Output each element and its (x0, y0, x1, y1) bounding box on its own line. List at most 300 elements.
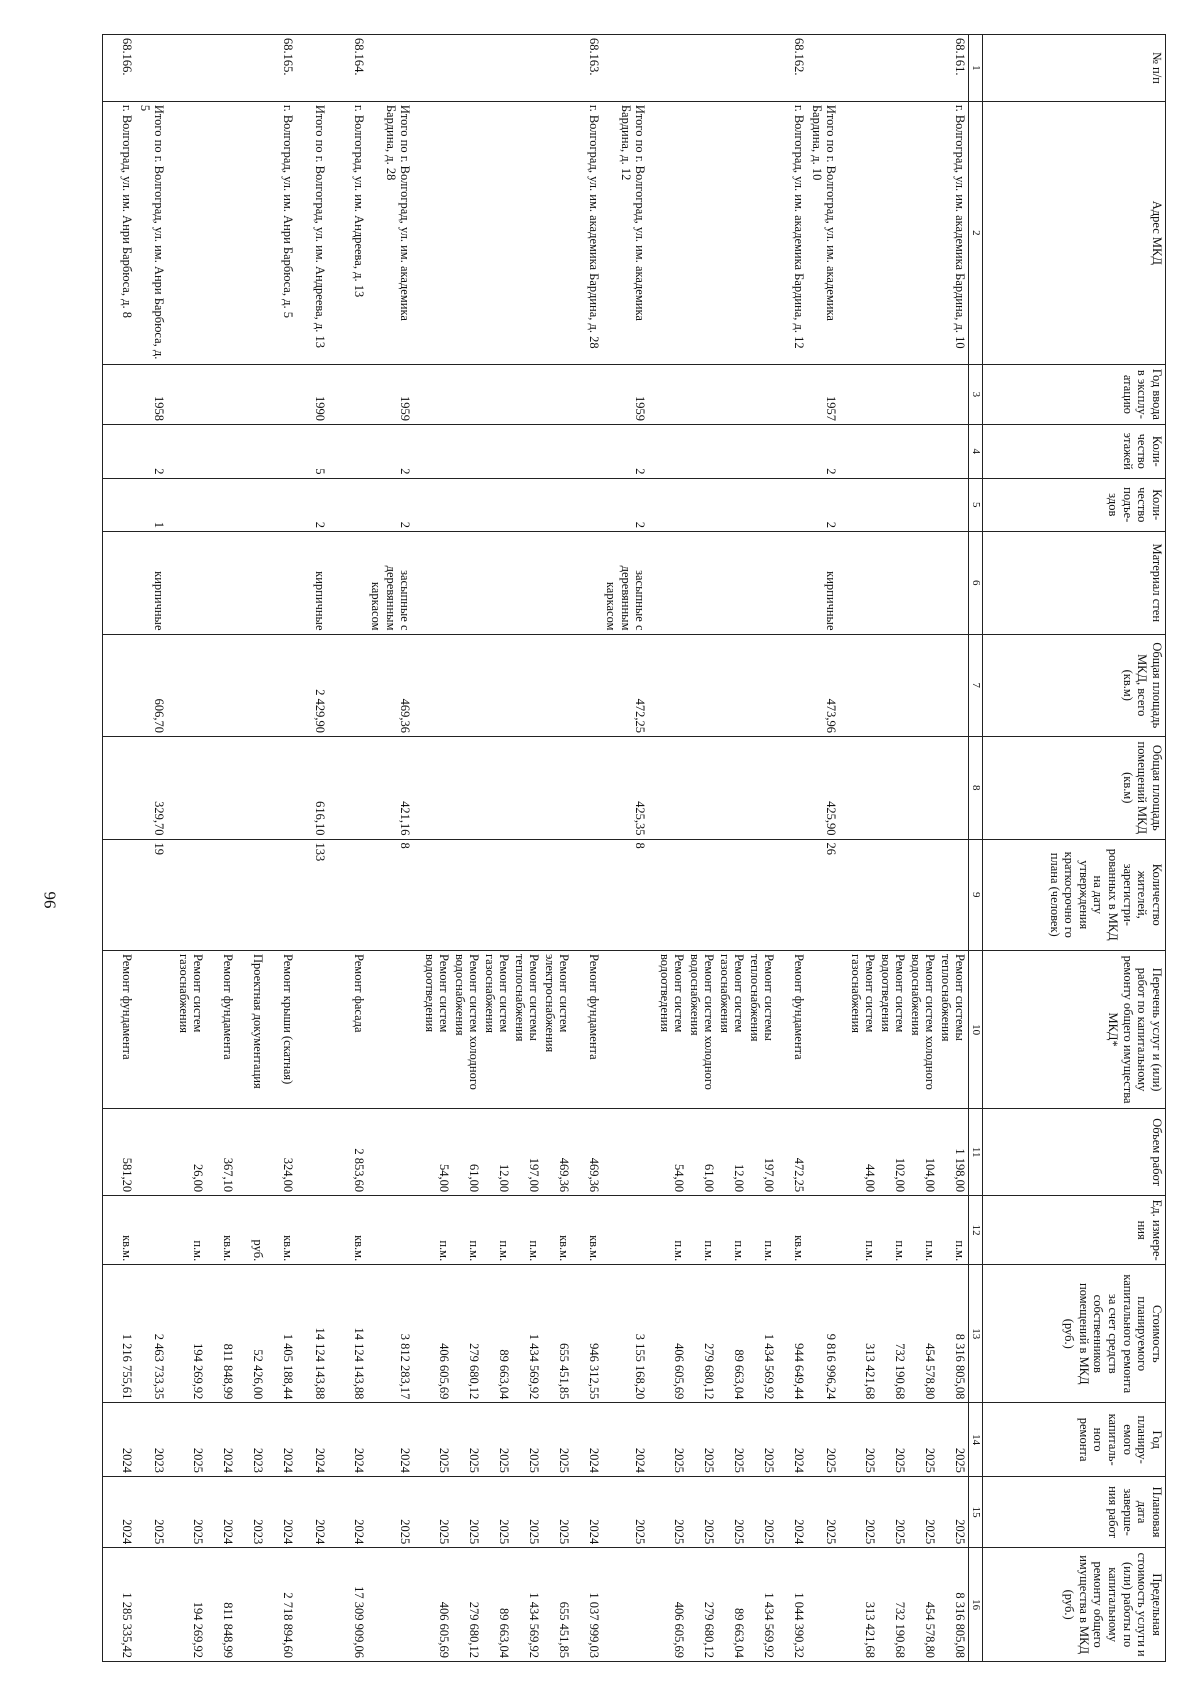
cell-cost (807, 1265, 846, 1403)
table-row (335, 35, 367, 1662)
cell-unit-item: кв.м. (557, 1235, 572, 1262)
cell-number: 68.164. (335, 35, 367, 102)
cell-limit-item: 89 663,04 (732, 1608, 747, 1658)
cell-number: 68.162. (655, 35, 807, 102)
cell-volume-item: 197,00 (527, 1157, 542, 1193)
column-header-4: Коли-чество этажей (983, 425, 1166, 478)
cell-plan-year-item: 2025 (863, 1447, 878, 1473)
cell-works-item: Ремонт системы теплоснабжения (938, 953, 968, 1042)
cell-cost-item: 732 190,68 (893, 1343, 908, 1400)
cell-volume (296, 1109, 335, 1196)
cell-works-item: Ремонт фундамента (587, 953, 602, 1060)
cell-works-item: Ремонт систем водоотведения (422, 953, 452, 1033)
cell-works (807, 950, 846, 1108)
cell-entrances: 2 (807, 478, 846, 531)
cell-floors (174, 425, 296, 478)
cell-entrances: 2 (602, 478, 655, 531)
table-body (103, 35, 969, 1662)
cell-end-year-item: 2025 (762, 1519, 777, 1545)
cell-limit-item: 655 451,85 (557, 1601, 572, 1658)
cell-number: 68.166. (103, 35, 136, 102)
total-row (367, 35, 420, 1662)
cell-unit-item: руб. (251, 1239, 266, 1262)
cell-volume (335, 1109, 367, 1196)
cell-plan-year-item: 2025 (437, 1447, 452, 1473)
cell-works-item: Проектная документация (251, 953, 266, 1089)
cell-floors: 2 (807, 425, 846, 478)
cell-walls: кирпичные (296, 531, 335, 634)
cell-end-year-item: 2025 (467, 1519, 482, 1545)
cell-cost (602, 1265, 655, 1403)
cell-limit-item (136, 1551, 166, 1658)
cell-plan-year-item: 2025 (923, 1447, 938, 1473)
total-row (807, 35, 846, 1662)
column-header-16: Предельная стоимость услуги и (или) работы по капитальному ремонту общего имущества в МКД (руб.) (983, 1548, 1166, 1662)
cell-unit (846, 1196, 969, 1265)
cell-entrances (174, 478, 296, 531)
cell-unit-item: кв.м. (792, 1235, 807, 1262)
cell-end-year (174, 1476, 296, 1547)
column-number-10: 10 (969, 950, 983, 1108)
cell-volume (174, 1109, 296, 1196)
cell-walls (420, 531, 602, 634)
cell-plan-year-item: 2024 (398, 1447, 413, 1473)
cell-cost-item: 946 312,55 (587, 1343, 602, 1400)
cell-cost-item: 52 426,00 (251, 1349, 266, 1400)
cell-area-premises (335, 737, 367, 840)
cell-limit-item: 313 421,68 (863, 1601, 878, 1658)
cell-area-premises (103, 737, 136, 840)
cell-cost-item: 14 124 143,88 (352, 1327, 367, 1400)
column-number-11: 11 (969, 1109, 983, 1196)
cell-unit-item: п.м. (923, 1240, 938, 1262)
cell-walls: кирпичные (807, 531, 846, 634)
cell-plan-year (420, 1403, 602, 1477)
cell-unit-item: п.м. (467, 1240, 482, 1262)
cell-cost-item: 194 269,92 (191, 1343, 206, 1400)
cell-works-item: Ремонт систем газоснабжения (482, 953, 512, 1034)
cell-area-total (174, 634, 296, 737)
column-number-5: 5 (969, 478, 983, 531)
cell-area-premises: 421,16 (367, 737, 420, 840)
column-number-8: 8 (969, 737, 983, 840)
cell-area-total: 2 429,90 (296, 634, 335, 737)
cell-works-item: Ремонт систем холодного водоснабжения (687, 953, 717, 1090)
cell-volume (420, 1109, 602, 1196)
cell-area-total (420, 634, 602, 737)
cell-end-year-item: 2024 (120, 1519, 135, 1545)
cell-cost-item: 3 155 168,20 (633, 1333, 648, 1400)
cell-plan-year-item: 2025 (953, 1447, 968, 1473)
cell-limit-item: 1 037 999,03 (587, 1592, 602, 1658)
cell-address: г. Волгоград, ул. им. академика Бардина, д. 10 (846, 101, 969, 364)
column-header-10: Перечень услуг и (или) работ по капитальному ремонту общего имущества МКД* (983, 950, 1166, 1108)
cell-end-year-item: 2025 (527, 1519, 542, 1545)
cell-works-item: Ремонт фундамента (792, 953, 807, 1060)
cell-walls (174, 531, 296, 634)
table-row (655, 35, 807, 1662)
cell-plan-year-item: 2024 (633, 1447, 648, 1473)
cell-walls: засыпные с деревянным каркасом (367, 531, 420, 634)
cell-plan-year (335, 1403, 367, 1477)
cell-volume-item: 2 853,60 (352, 1148, 367, 1193)
cell-plan-year-item: 2025 (762, 1447, 777, 1473)
cell-volume-item: 197,00 (762, 1157, 777, 1193)
cell-number (367, 35, 420, 102)
cell-walls (335, 531, 367, 634)
cell-residents (103, 839, 136, 950)
cell-volume-item: 54,00 (672, 1164, 687, 1193)
cell-unit-item: кв.м. (120, 1235, 135, 1262)
cell-unit-item: п.м. (953, 1240, 968, 1262)
cell-address: г. Волгоград, ул. им. Анри Барбюса, д. 8 (103, 101, 136, 364)
cell-works-item: Ремонт систем холодного водоснабжения (908, 953, 938, 1090)
cell-year (420, 364, 602, 424)
cell-area-total: 606,70 (135, 634, 174, 737)
cell-end-year-item: 2025 (702, 1519, 717, 1545)
cell-end-year-item: 2025 (191, 1519, 206, 1545)
cell-end-year (807, 1476, 846, 1547)
cell-cost-item: 8 316 805,08 (953, 1333, 968, 1400)
cell-works (296, 950, 335, 1108)
cell-volume-item: 44,00 (863, 1164, 878, 1193)
cell-plan-year-item: 2024 (120, 1447, 135, 1473)
cell-entrances: 1 (135, 478, 174, 531)
cell-cost (335, 1265, 367, 1403)
cell-plan-year-item: 2024 (313, 1447, 328, 1473)
cell-address: Итого по г. Волгоград, ул. им. академика Бардина, д. 10 (807, 101, 846, 364)
cell-works (335, 950, 367, 1108)
cell-cost (103, 1265, 136, 1403)
cell-works-item: Ремонт системы теплоснабжения (512, 953, 542, 1042)
cell-area-total: 472,25 (602, 634, 655, 737)
cell-cost-item: 89 663,04 (732, 1349, 747, 1400)
cell-limit-item (808, 1551, 838, 1658)
cell-works-item: Ремонт систем водоотведения (878, 953, 908, 1033)
cell-unit-item: кв.м. (587, 1235, 602, 1262)
cell-address: Итого по г. Волгоград, ул. им. академика Бардина, д. 28 (367, 101, 420, 364)
cell-limit-item: 1 434 569,92 (527, 1592, 542, 1658)
column-header-7: Общая площадь МКД, всего (кв.м) (983, 634, 1166, 737)
cell-unit-item: кв.м. (281, 1235, 296, 1262)
cell-limit-item: 194 269,92 (191, 1601, 206, 1658)
cell-limit-item: 732 190,68 (893, 1601, 908, 1658)
cell-plan-year-item: 2025 (191, 1447, 206, 1473)
cell-plan-year (655, 1403, 807, 1477)
cell-entrances (335, 478, 367, 531)
cell-entrances: 2 (296, 478, 335, 531)
cell-limit-item: 406 605,69 (672, 1601, 687, 1658)
cell-cost-item: 279 680,12 (467, 1343, 482, 1400)
column-number-13: 13 (969, 1265, 983, 1403)
cell-end-year (135, 1476, 174, 1547)
cell-residents: 26 (807, 839, 846, 950)
cell-area-total: 473,96 (807, 634, 846, 737)
cell-volume-item: 472,25 (792, 1157, 807, 1193)
cell-works-item: Ремонт систем холодного водоснабжения (452, 953, 482, 1090)
cell-works-item: Ремонт крыши (скатная) (281, 953, 296, 1085)
column-header-5: Коли-чество подъе-здов (983, 478, 1166, 531)
cell-limit-item: 1 044 390,32 (792, 1592, 807, 1658)
cell-volume-item: 12,00 (732, 1164, 747, 1193)
cell-limit-item: 279 680,12 (702, 1601, 717, 1658)
cell-plan-year (602, 1403, 655, 1477)
column-number-15: 15 (969, 1476, 983, 1547)
cell-plan-year-item: 2024 (221, 1447, 236, 1473)
table-row (103, 35, 136, 1662)
cell-end-year-item: 2025 (437, 1519, 452, 1545)
cell-works (103, 950, 136, 1108)
cell-number: 68.163. (420, 35, 602, 102)
cell-floors (103, 425, 136, 478)
cell-limit (135, 1548, 174, 1662)
cell-address: Итого по г. Волгоград, ул. им. академика Бардина, д. 12 (602, 101, 655, 364)
cell-end-year-item: 2024 (792, 1519, 807, 1545)
cell-residents (420, 839, 602, 950)
cell-walls (846, 531, 969, 634)
cell-end-year (602, 1476, 655, 1547)
column-header-6: Материал стен (983, 531, 1166, 634)
cell-entrances (846, 478, 969, 531)
cell-works (174, 950, 296, 1108)
cell-cost-item: 9 816 996,24 (824, 1333, 839, 1400)
cell-plan-year-item: 2025 (557, 1447, 572, 1473)
cell-number (602, 35, 655, 102)
cell-end-year-item: 2024 (221, 1519, 236, 1545)
cell-end-year-item: 2025 (863, 1519, 878, 1545)
cell-number (807, 35, 846, 102)
cell-limit-item (235, 1551, 265, 1658)
cell-cost-item: 1 405 188,44 (281, 1333, 296, 1400)
cell-plan-year-item: 2025 (497, 1447, 512, 1473)
cell-residents (335, 839, 367, 950)
cell-works-item: Ремонт систем газоснабжения (848, 953, 878, 1034)
cell-end-year-item: 2024 (352, 1519, 367, 1545)
cell-unit (807, 1196, 846, 1265)
cell-plan-year-item: 2024 (792, 1447, 807, 1473)
cell-end-year (335, 1476, 367, 1547)
cell-cost-item: 313 421,68 (863, 1343, 878, 1400)
cell-plan-year-item: 2023 (152, 1447, 167, 1473)
cell-unit (174, 1196, 296, 1265)
cell-limit-item: 811 848,99 (221, 1602, 236, 1658)
cell-area-premises (420, 737, 602, 840)
column-header-13: Стоимость планируемого капитального ремонта за счет средств собственников помещений в МКД (руб.) (983, 1265, 1166, 1403)
cell-end-year (655, 1476, 807, 1547)
cell-address: Итого по г. Волгоград, ул. им. Андреева, д. 13 (296, 101, 335, 364)
cell-end-year-item: 2025 (672, 1519, 687, 1545)
cell-end-year-item: 2024 (281, 1519, 296, 1545)
cell-number: 68.161. (846, 35, 969, 102)
cell-area-premises (174, 737, 296, 840)
cell-limit (367, 1548, 420, 1662)
cell-cost-item: 279 680,12 (702, 1343, 717, 1400)
cell-limit-item (297, 1551, 327, 1658)
column-number-6: 6 (969, 531, 983, 634)
cell-entrances: 2 (367, 478, 420, 531)
cell-year: 1990 (296, 364, 335, 424)
column-header-9: Количество жителей, зарегистри-рованных в МКД на дату утверждения краткосрочно го плана (человек) (983, 839, 1166, 950)
cell-year (174, 364, 296, 424)
cell-limit-item: 1 285 335,42 (120, 1592, 135, 1658)
column-header-2: Адрес МКД (983, 101, 1166, 364)
cell-limit (420, 1548, 602, 1662)
cell-cost (367, 1265, 420, 1403)
total-row (602, 35, 655, 1662)
cell-limit-item: 2 718 894,60 (281, 1592, 296, 1658)
cell-volume-item: 1 198,00 (953, 1148, 968, 1193)
cell-volume (846, 1109, 969, 1196)
cell-entrances (420, 478, 602, 531)
cell-area-total (103, 634, 136, 737)
cell-plan-year (135, 1403, 174, 1477)
cell-works-item: Ремонт систем газоснабжения (176, 953, 206, 1034)
cell-plan-year-item: 2025 (467, 1447, 482, 1473)
cell-volume-item: 12,00 (497, 1164, 512, 1193)
cell-number (135, 35, 174, 102)
cell-floors: 2 (135, 425, 174, 478)
cell-end-year (296, 1476, 335, 1547)
cell-end-year-item: 2024 (587, 1519, 602, 1545)
table-row (174, 35, 296, 1662)
cell-limit-item: 8 316 805,08 (953, 1592, 968, 1658)
cell-limit-item: 406 605,69 (437, 1601, 452, 1658)
cell-end-year-item: 2025 (398, 1519, 413, 1545)
column-header-8: Общая площадь помещений МКД (кв.м) (983, 737, 1166, 840)
cell-unit-item: кв.м. (352, 1235, 367, 1262)
cell-cost-item: 1 434 569,92 (762, 1333, 777, 1400)
cell-residents (174, 839, 296, 950)
cell-end-year-item: 2024 (313, 1519, 328, 1545)
cell-cost (420, 1265, 602, 1403)
cell-volume-item: 469,36 (587, 1157, 602, 1193)
column-number-9: 9 (969, 839, 983, 950)
cell-year: 1958 (135, 364, 174, 424)
cell-plan-year-item: 2024 (281, 1447, 296, 1473)
cell-residents (655, 839, 807, 950)
cell-address: г. Волгоград, ул. им. Анри Барбюса, д. 5 (174, 101, 296, 364)
column-number-12: 12 (969, 1196, 983, 1265)
cell-end-year-item: 2023 (251, 1519, 266, 1545)
cell-unit-item: п.м. (437, 1240, 452, 1262)
cell-limit-item: 89 663,04 (497, 1608, 512, 1658)
cell-works (420, 950, 602, 1108)
cell-residents: 8 (367, 839, 420, 950)
table-row (846, 35, 969, 1662)
cell-cost-item: 406 605,69 (437, 1343, 452, 1400)
total-row (296, 35, 335, 1662)
cell-year (335, 364, 367, 424)
cell-plan-year-item: 2024 (352, 1447, 367, 1473)
cell-area-total (846, 634, 969, 737)
cell-cost (846, 1265, 969, 1403)
cell-limit (174, 1548, 296, 1662)
cell-unit (296, 1196, 335, 1265)
cell-plan-year-item: 2025 (702, 1447, 717, 1473)
cell-cost (655, 1265, 807, 1403)
cell-limit-item (617, 1551, 647, 1658)
cell-volume (807, 1109, 846, 1196)
cell-end-year-item: 2025 (824, 1519, 839, 1545)
cell-volume-item: 54,00 (437, 1164, 452, 1193)
cell-unit-item: п.м. (863, 1240, 878, 1262)
cell-plan-year (296, 1403, 335, 1477)
cell-volume-item: 367,10 (221, 1157, 236, 1193)
cell-plan-year-item: 2025 (893, 1447, 908, 1473)
cell-cost-item: 655 451,85 (557, 1343, 572, 1400)
cell-volume (655, 1109, 807, 1196)
cell-cost-item: 454 578,80 (923, 1343, 938, 1400)
rotated-table-container (50, 34, 1166, 1662)
cell-volume-item: 61,00 (702, 1164, 717, 1193)
cell-end-year-item: 2025 (497, 1519, 512, 1545)
cell-area-premises (846, 737, 969, 840)
cell-end-year (846, 1476, 969, 1547)
cell-cost-item: 944 649,44 (792, 1343, 807, 1400)
cell-entrances (103, 478, 136, 531)
cell-walls: кирпичные (135, 531, 174, 634)
cell-floors (655, 425, 807, 478)
cell-area-total (655, 634, 807, 737)
cell-number: 68.165. (174, 35, 296, 102)
column-header-15: Плановая дата заверше-ния работ (983, 1476, 1166, 1547)
cell-limit (602, 1548, 655, 1662)
cell-area-premises: 616,10 (296, 737, 335, 840)
cell-volume (135, 1109, 174, 1196)
cell-unit-item: кв.м. (221, 1235, 236, 1262)
cell-works-item: Ремонт систем электроснабжения (542, 953, 572, 1053)
cell-unit-item: п.м. (191, 1240, 206, 1262)
column-header-11: Объем работ (983, 1109, 1166, 1196)
cell-end-year-item: 2025 (152, 1519, 167, 1545)
cell-volume (367, 1109, 420, 1196)
cell-volume (602, 1109, 655, 1196)
cell-end-year-item: 2025 (633, 1519, 648, 1545)
cell-cost-item: 1 216 755,61 (120, 1333, 135, 1400)
page-number: 96 (40, 891, 59, 909)
cell-works (655, 950, 807, 1108)
cell-volume-item: 324,00 (281, 1157, 296, 1193)
column-header-1: № п/п (983, 35, 1166, 102)
cell-volume-item: 581,20 (120, 1157, 135, 1193)
cell-works (846, 950, 969, 1108)
cell-works-item: Ремонт фундамента (120, 953, 135, 1060)
cell-unit-item: п.м. (762, 1240, 777, 1262)
cell-area-total: 469,36 (367, 634, 420, 737)
cell-limit (807, 1548, 846, 1662)
cell-works-item: Ремонт систем водоотведения (657, 953, 687, 1033)
cell-works-item: Ремонт систем газоснабжения (717, 953, 747, 1034)
cell-address: г. Волгоград, ул. им. академика Бардина, д. 12 (655, 101, 807, 364)
cell-area-premises: 329,70 (135, 737, 174, 840)
cell-volume-item: 102,00 (893, 1157, 908, 1193)
cell-limit (103, 1548, 136, 1662)
cell-end-year-item: 2025 (893, 1519, 908, 1545)
header-row (983, 35, 1166, 1662)
cell-unit (335, 1196, 367, 1265)
cell-plan-year (807, 1403, 846, 1477)
column-number-14: 14 (969, 1403, 983, 1477)
cell-works-item: Ремонт фасада (352, 953, 367, 1033)
cell-unit-item: п.м. (672, 1240, 687, 1262)
cell-area-premises: 425,90 (807, 737, 846, 840)
cell-residents: 8 (602, 839, 655, 950)
cell-floors (335, 425, 367, 478)
cell-works (367, 950, 420, 1108)
cell-floors (420, 425, 602, 478)
cell-walls (103, 531, 136, 634)
cell-plan-year-item: 2025 (672, 1447, 687, 1473)
